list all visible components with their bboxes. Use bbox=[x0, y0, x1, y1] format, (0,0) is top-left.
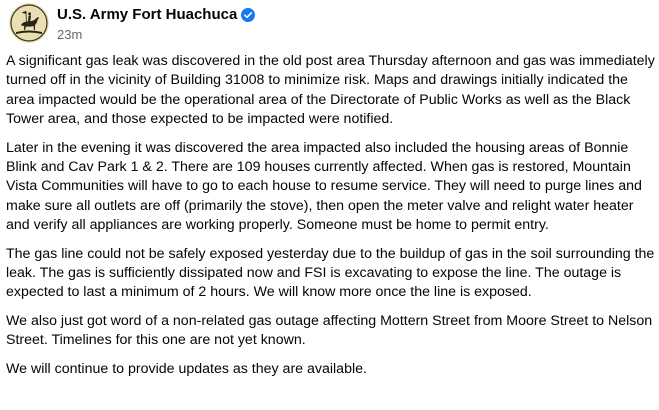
post-paragraph-5: We will continue to provide updates as they are available. bbox=[6, 360, 367, 377]
post-meta bbox=[57, 5, 255, 43]
post-header bbox=[9, 3, 255, 43]
verified-badge-icon bbox=[241, 8, 255, 22]
post-paragraph-2: Later in the evening it was discovered the area impacted also included the housing areas of Bonnie Blink and Cav Park 1 & 2. There are 109 houses currently affected. When gas is restored, Mountain Vista Communities will have to go to each house to resume service. They will need to purge lines and make sure all outlets are off (primarily the stove), then open the meter valve and relight water heater and verify all appliances are working properly. Someone must be home to permit entry. bbox=[6, 139, 642, 234]
post-paragraph-4: We also just got word of a non-related gas outage affecting Mottern Street from Moore Street to Nelson Street. Timelines for this one are not yet known. bbox=[6, 312, 653, 349]
post-paragraph-1: A significant gas leak was discovered in the old post area Thursday afternoon and gas was immediately turned off in the vicinity of Building 31008 to minimize risk. Maps and drawings initially indicated the area impacted would be the operational area of the Directorate of Public Works as well as the Black Tower area, and those expected to be impacted were notified. bbox=[6, 53, 655, 128]
post-paragraph-3: The gas line could not be safely exposed yesterday due to the buildup of gas in the soil surrounding the leak. The gas is sufficiently dissipated now and FSI is excavating to expose the line. The outage is expected to last a minimum of 2 hours. We will know more once the line is exposed. bbox=[6, 245, 655, 301]
name-row bbox=[57, 5, 255, 24]
post-body bbox=[6, 52, 656, 388]
post-timestamp[interactable]: 23m bbox=[57, 27, 83, 42]
page-avatar[interactable] bbox=[9, 3, 49, 43]
horse-rider-icon bbox=[9, 3, 49, 43]
page-name-link[interactable]: U.S. Army Fort Huachuca bbox=[57, 6, 238, 23]
